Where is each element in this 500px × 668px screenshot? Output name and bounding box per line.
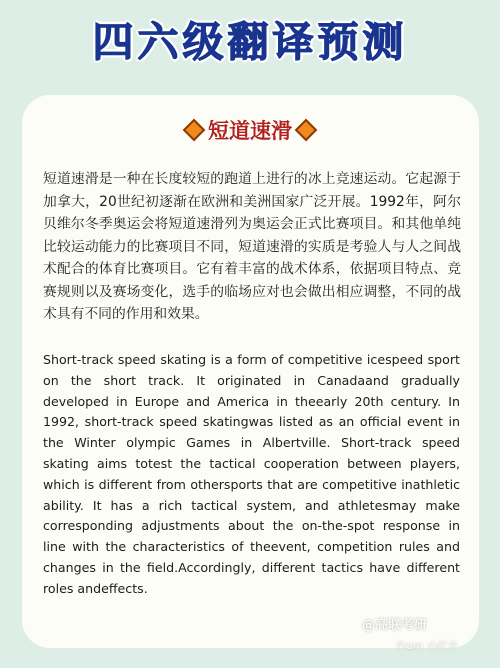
diamond-left-icon — [183, 119, 206, 142]
chinese-paragraph: 短道速滑是一种在长度较短的跑道上进行的冰上竞速运动。它起源于加拿大，20世纪初逐渐在欧洲和美洲国家广泛开展。1992年，阿尔贝维尔冬季奥运会将短道速滑列为奥运会正式比赛项目。和其他单纯比较运动能力的比赛项目不同，短道速滑的实质是考验人与人之间战术配合的体育比赛项目。它有着丰富的战术体系，依据项目特点、竞赛规则以及赛场变化，选手的临场应对也会做出相应调整，不同的战术具有不同的作用和效果。 — [43, 171, 461, 322]
english-paragraph: Short-track speed skating is a form of competitive icespeed sport on the short track. It originated in Canadaand gradually developed in Europe and America in theearly 20th century. In 1992, short-track speed skatingwas listed as an official event in the Winter olympic Games in Albertville. Short-track speed skating aims totest the tactical cooperation between players, which is different from othersports that are competitive inathletic ability. It has a rich tactical system, and athletesmay make corresponding adjustments about the on-the-spot response in line with the characteristics of theevent, competition rules and changes in the field.Accordingly, different tactics have different roles andeffects. — [43, 352, 460, 596]
section-heading — [0, 116, 500, 146]
section-heading-text: 短道速滑 — [208, 119, 292, 143]
watermark-text: @高联考研 — [362, 618, 428, 633]
diamond-right-icon — [295, 119, 318, 142]
page-title: 四六级翻译预测 — [92, 18, 408, 66]
watermark-source: From 小红书 — [397, 641, 456, 652]
